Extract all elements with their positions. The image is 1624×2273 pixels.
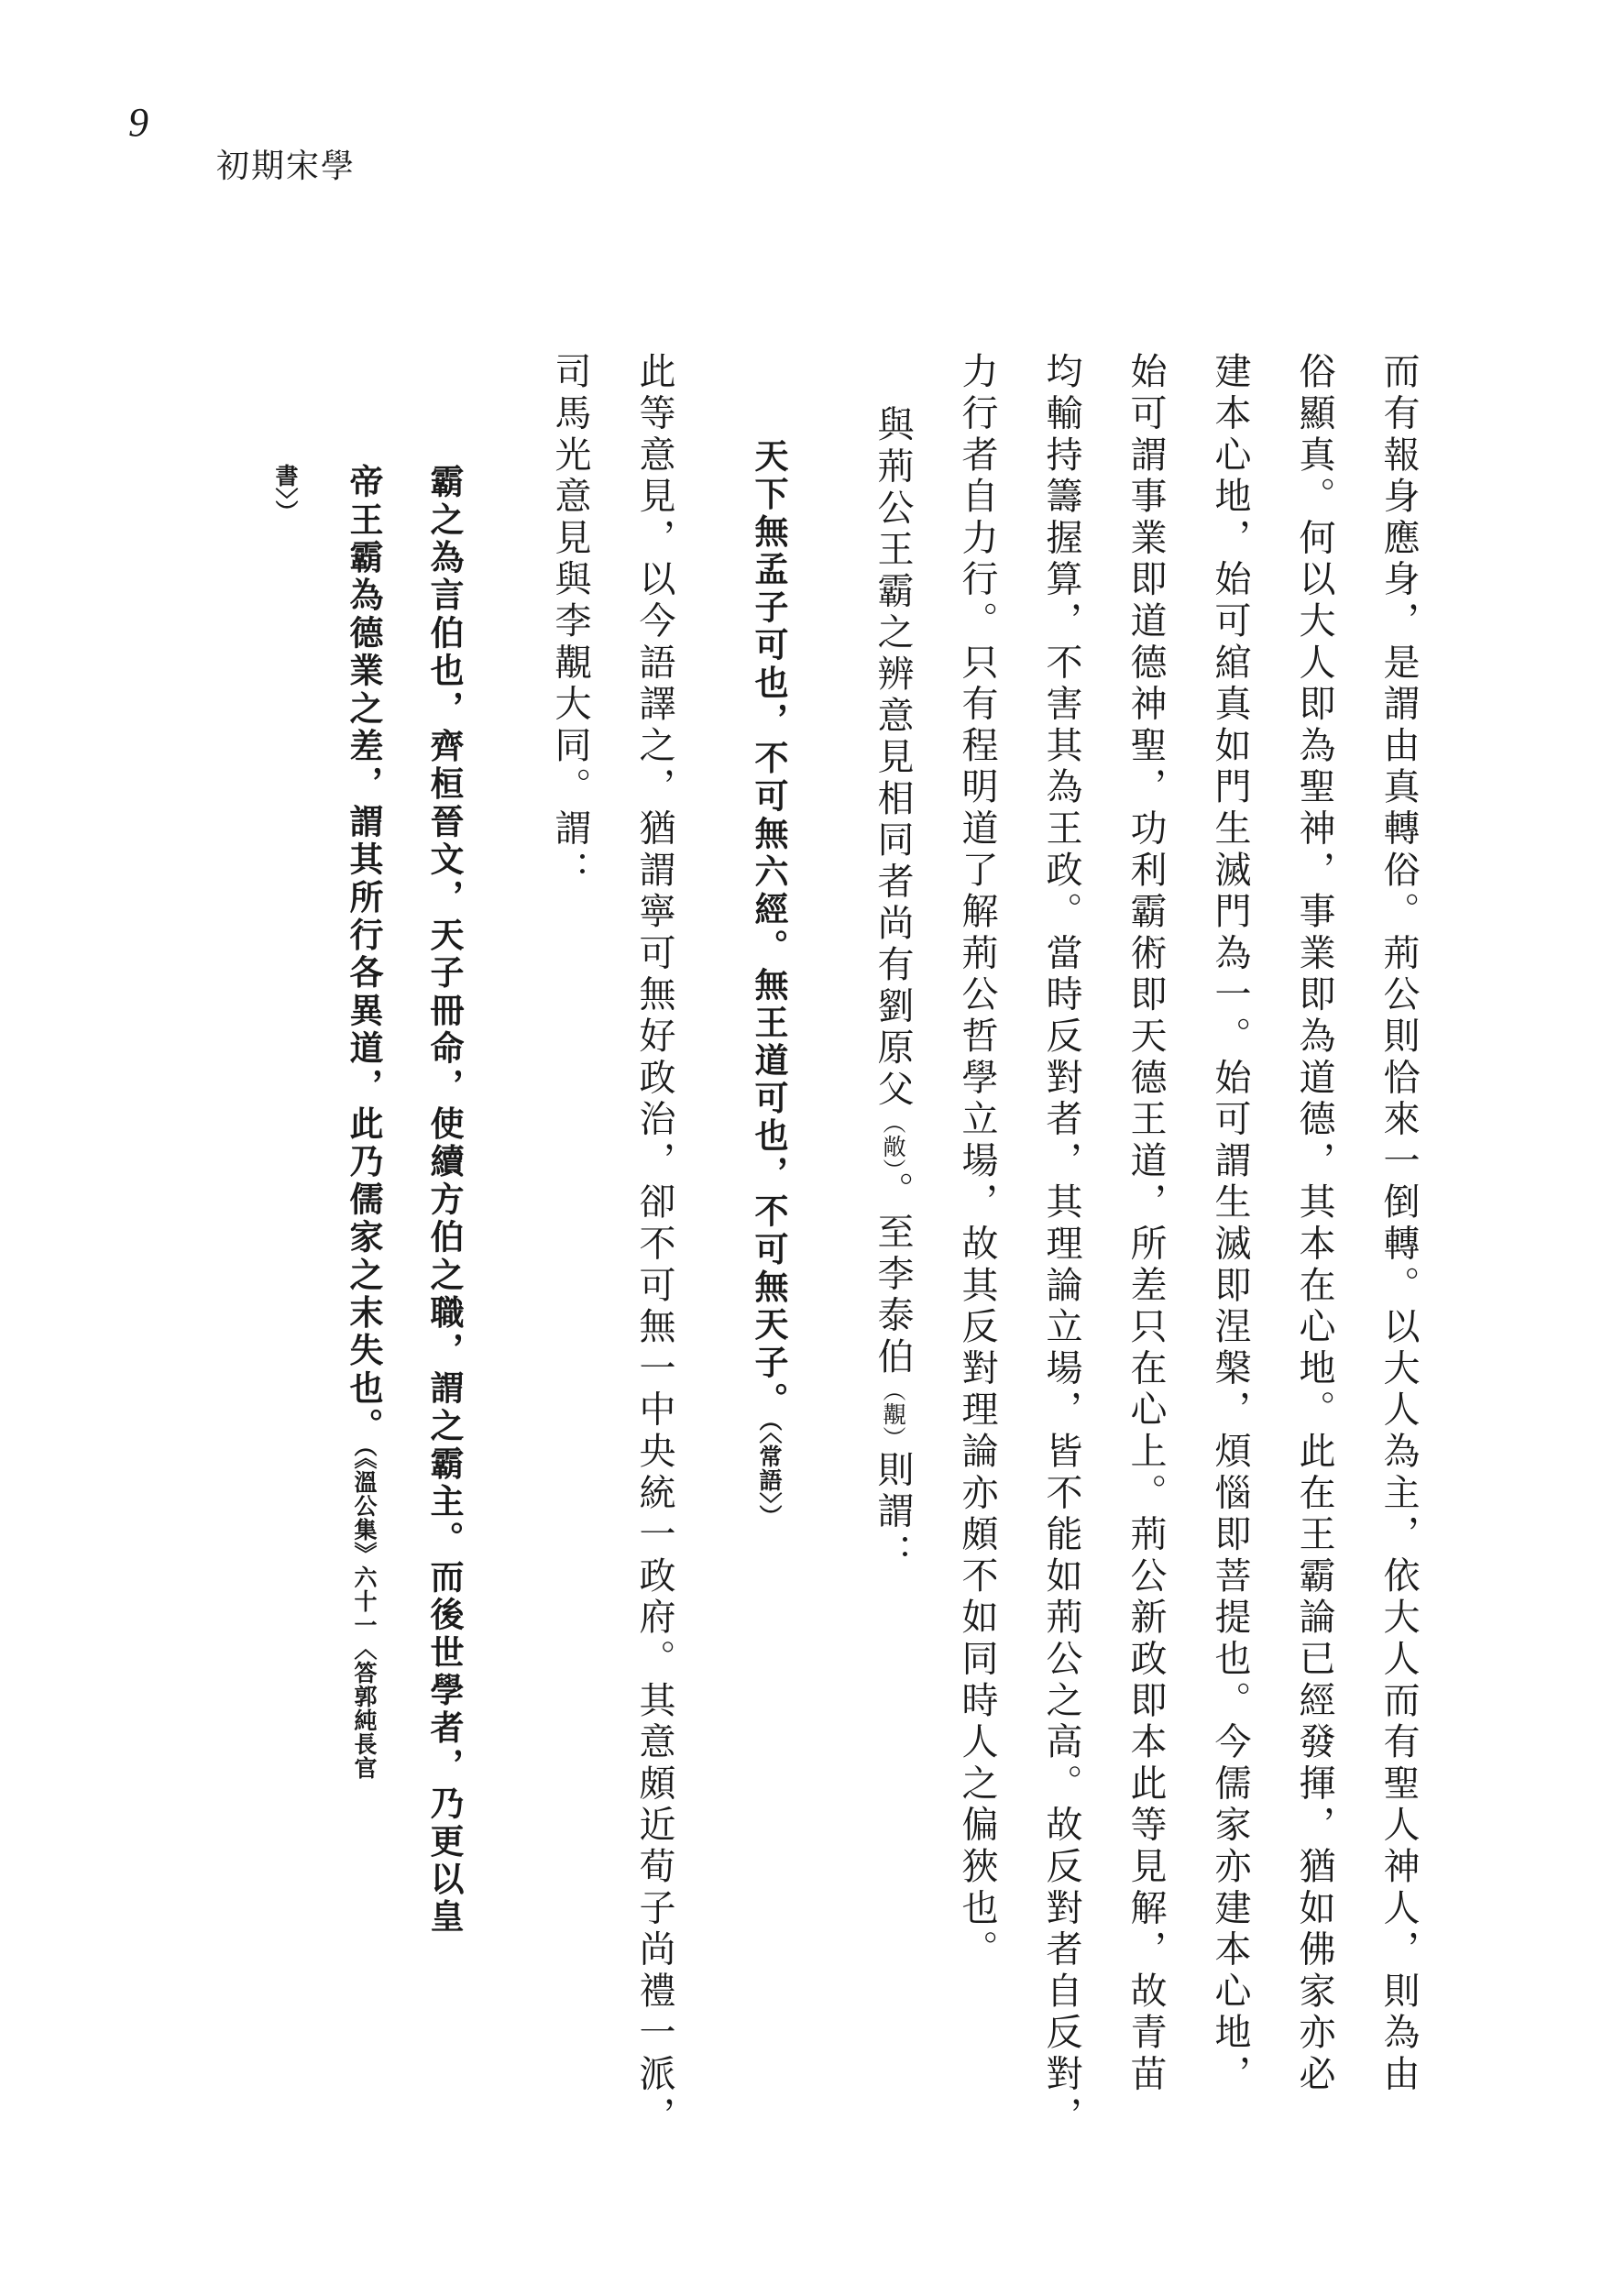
quote2-source: （《溫公集》六十一〈答郭純長官 — [351, 1445, 378, 1781]
body-column-9: 司馬光意見與李覯大同。謂： — [549, 352, 591, 892]
body-column-5: 均輸持籌握算，不害其為王政。當時反對者，其理論立場，皆不能如荊公之高。故反對者自反對， — [1040, 352, 1082, 2137]
body-column-3: 建本心地，始可綰真如門生滅門為一。始可謂生滅即涅槃，煩惱即菩提也。今儒家亦建本心地， — [1209, 352, 1251, 2096]
body-column-7 — [872, 405, 914, 1576]
body-column-8: 此等意見，以今語譯之，猶謂寧可無好政治，卻不可無一中央統一政府。其意頗近荀子尚禮一派， — [633, 352, 675, 2137]
body-column-2: 俗顯真。何以大人即為聖神，事業即為道德，其本在心地。此在王霸論已經發揮，猶如佛家亦必 — [1293, 352, 1335, 2096]
body-column-4: 始可謂事業即道德神聖，功利霸術即天德王道，所差只在心上。荊公新政即本此等見解，故青苗 — [1125, 352, 1167, 2096]
page-number: 9 — [128, 100, 148, 145]
quote-wengong-col-1: 霸之為言伯也，齊桓晉文，天子冊命，使續方伯之職，謂之霸主。而後世學者，乃更以皇 — [424, 464, 465, 1937]
quote1-text: 天下無孟子可也，不可無六經。無王道可也，不可無天子。 — [749, 438, 789, 1421]
body-column-1: 而有報身應身，是謂由真轉俗。荊公則恰來一倒轉。以大人為主，依大人而有聖人神人，則為由 — [1377, 352, 1420, 2096]
running-head-title: 初期宋學 — [216, 148, 357, 185]
paragraph2-text-middle: 。至李泰伯 — [872, 1170, 914, 1379]
paragraph2-text-end: 則謂： — [872, 1450, 914, 1576]
quote2-text: 帝王霸為德業之差，謂其所行各異道，此乃儒家之末失也。 — [344, 464, 384, 1446]
quote2-source-end: 書〉） — [272, 464, 299, 524]
inline-note-gou: （覯） — [880, 1378, 906, 1451]
body-column-6: 力行者自力行。只有程明道了解荊公哲學立場，故其反對理論亦頗不如同時人之偏狹也。 — [956, 352, 998, 1971]
quote-wengong-col-3 — [268, 464, 302, 524]
paragraph2-text-start: 與荊公王霸之辨意見相同者尚有劉原父 — [872, 405, 914, 1112]
quote1-source: （〈常語〉） — [756, 1420, 783, 1529]
quote-wengong-col-2 — [344, 464, 384, 1781]
inline-note-chang: （敞） — [880, 1111, 906, 1171]
quote-changyu — [749, 438, 789, 1529]
